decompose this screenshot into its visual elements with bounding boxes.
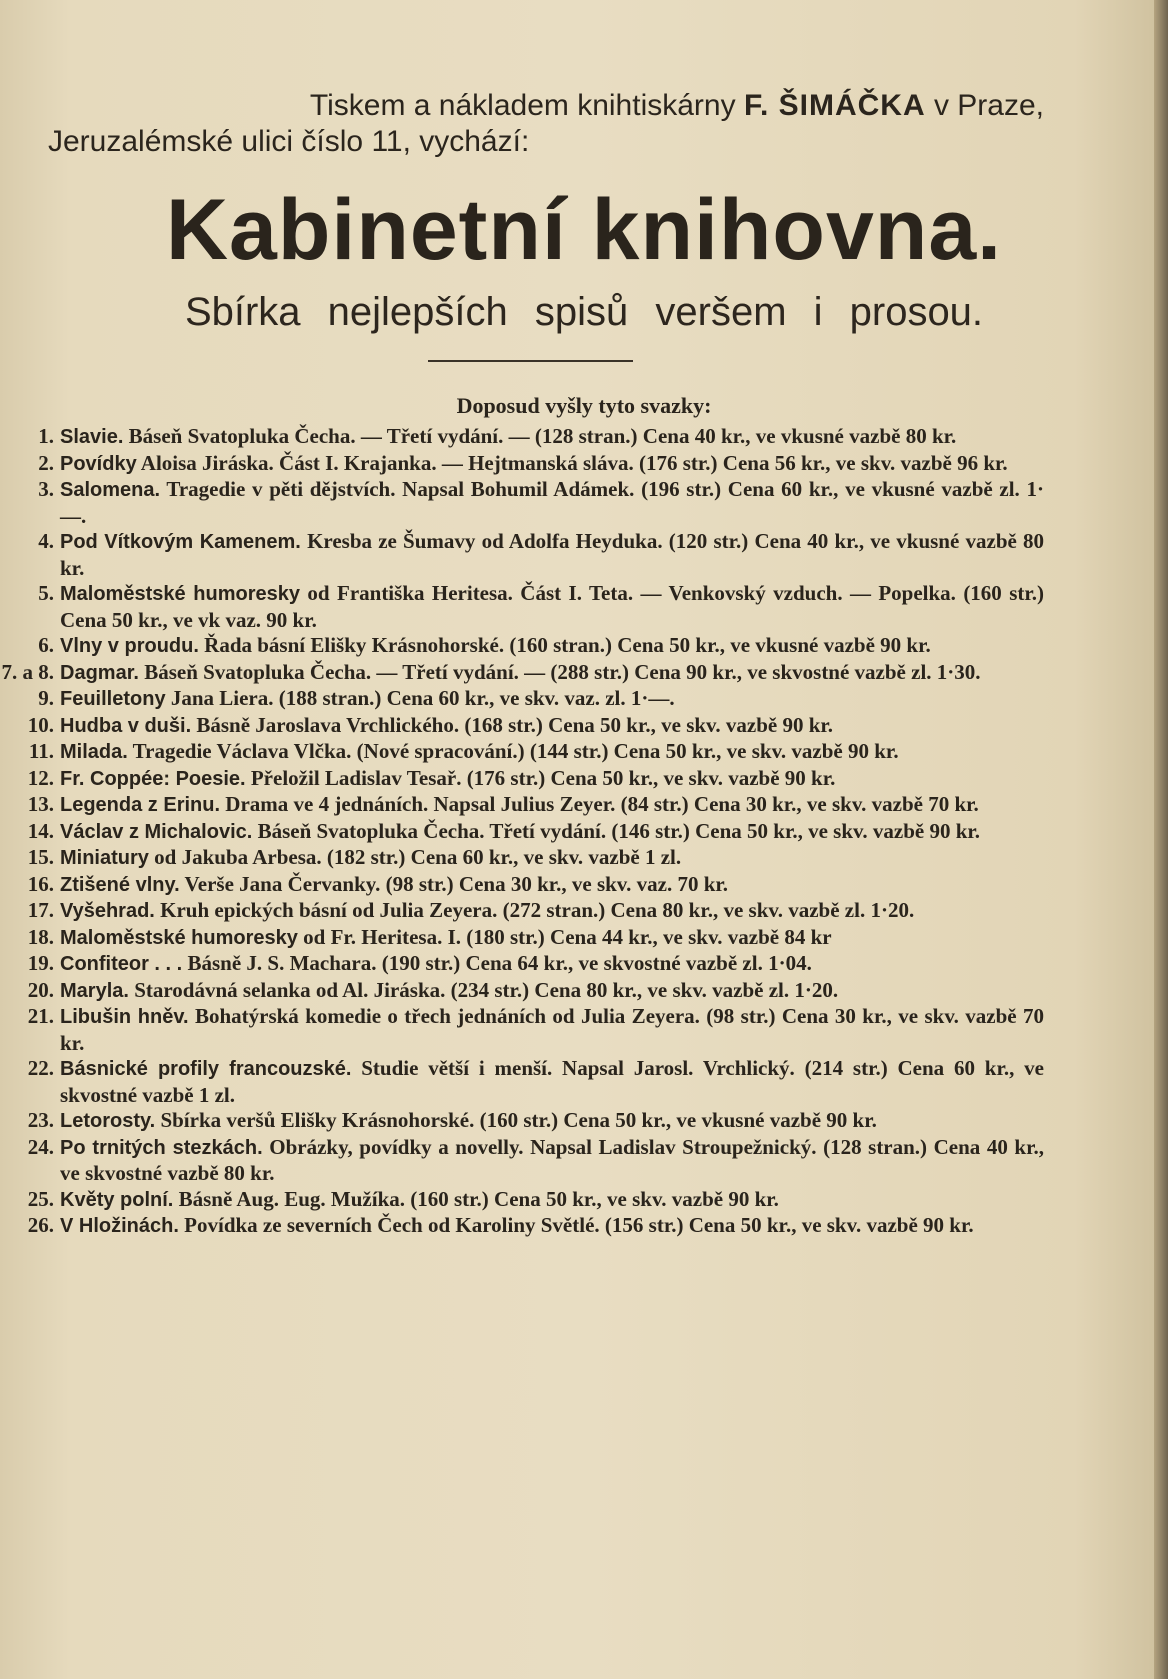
publisher-imprint xyxy=(40,88,1050,160)
list-item xyxy=(0,686,1168,713)
item-text xyxy=(60,925,1044,952)
item-number: 13. xyxy=(27,792,54,816)
list-item xyxy=(0,766,1168,793)
item-description: od Jakuba Arbesa. (182 str.) Cena 60 kr., ve skv. vazbě 1 zl. xyxy=(154,845,682,869)
item-text xyxy=(60,633,1044,660)
list-item xyxy=(0,1213,1168,1240)
item-text xyxy=(60,872,1044,899)
item-text xyxy=(60,581,1044,633)
item-text xyxy=(60,845,1044,872)
item-description: Drama ve 4 jednáních. Napsal Julius Zeyer. (84 str.) Cena 30 kr., ve skv. vazbě 70 kr. xyxy=(225,792,979,816)
item-text xyxy=(60,766,1044,793)
list-item xyxy=(0,739,1168,766)
list-item xyxy=(0,529,1168,581)
item-number: 24. xyxy=(27,1134,54,1159)
item-title: Letorosty. xyxy=(60,1110,156,1132)
item-number: 23. xyxy=(27,1108,54,1132)
item-text xyxy=(60,477,1044,529)
item-text xyxy=(60,529,1044,581)
item-description: Sbírka veršů Elišky Krásnohorské. (160 str.) Cena 50 kr., ve vkusné vazbě 90 kr. xyxy=(160,1108,877,1132)
item-title: Slavie. xyxy=(60,426,124,448)
item-number: 26. xyxy=(27,1213,54,1237)
item-number: 9. xyxy=(38,686,54,710)
item-description: Kruh epických básní od Julia Zeyera. (272 stran.) Cena 80 kr., ve skv. vazbě zl. 1·20. xyxy=(160,898,915,922)
item-number: 14. xyxy=(27,818,54,843)
item-description: Kresba ze Šumavy od Adolfa Heyduka. (120 str.) Cena 40 kr., ve vkusné vazbě 80 kr. xyxy=(60,529,1045,580)
item-description: Báseň Svatopluka Čecha. Třetí vydání. (146 str.) Cena 50 kr., ve skv. vazbě 90 kr. xyxy=(257,818,981,843)
item-number: 19. xyxy=(27,951,54,975)
list-item xyxy=(0,1056,1168,1108)
item-title: Vyšehrad. xyxy=(60,900,155,922)
volume-list xyxy=(0,424,1168,1240)
list-item xyxy=(0,1187,1168,1214)
item-text xyxy=(60,713,1044,740)
item-title: Po trnitých stezkách. xyxy=(60,1136,263,1159)
divider-rule xyxy=(428,360,633,362)
item-title: Maloměstské humoresky xyxy=(60,583,301,605)
item-number: 22. xyxy=(27,1056,54,1080)
item-title: Fr. Coppée: Poesie. xyxy=(60,767,246,790)
imprint-place: v Praze, xyxy=(925,89,1044,122)
item-text xyxy=(60,898,1044,925)
item-text xyxy=(60,1213,1044,1240)
item-title: Václav z Michalovic. xyxy=(60,820,253,843)
item-title: Hudba v duši. xyxy=(60,714,192,737)
item-description: Přeložil Ladislav Tesař. (176 str.) Cena 50 kr., ve skv. vazbě 90 kr. xyxy=(250,765,836,790)
imprint-line-2: Jeruzalémské ulici číslo 11, vychází: xyxy=(48,125,530,158)
item-title: Dagmar. xyxy=(60,661,139,684)
item-number: 15. xyxy=(27,845,54,869)
item-description: Báseň Svatopluka Čecha. — Třetí vydání. — (128 stran.) Cena 40 kr., ve vkusné vazbě 80 kr. xyxy=(128,424,957,448)
item-number: 6. xyxy=(38,633,54,657)
item-text xyxy=(60,978,1044,1005)
item-title: Libušin hněv. xyxy=(60,1006,189,1028)
item-number: 21. xyxy=(27,1004,54,1028)
item-number: 5. xyxy=(38,581,54,605)
list-item xyxy=(0,1108,1168,1135)
item-description: Básně Aug. Eug. Mužíka. (160 str.) Cena 50 kr., ve skv. vazbě 90 kr. xyxy=(178,1186,779,1211)
item-description: Aloisa Jiráska. Část I. Krajanka. — Hejtmanská sláva. (176 str.) Cena 56 kr., ve skv. vazbě 96 kr. xyxy=(140,450,1008,475)
item-description: Povídka ze severních Čech od Karoliny Světlé. (156 str.) Cena 50 kr., ve skv. vazbě 90 kr. xyxy=(184,1213,974,1237)
item-number: 2. xyxy=(38,450,54,475)
page-title: Kabinetní knihovna. xyxy=(165,182,1003,278)
imprint-line-1 xyxy=(40,88,1050,124)
item-title: Povídky xyxy=(60,452,137,475)
item-number: 20. xyxy=(27,977,54,1002)
item-description: od Františka Heritesa. Část I. Teta. — Venkovský vzduch. — Popelka. (160 str.) Cena 50 kr., ve vk vaz. 90 kr. xyxy=(60,581,1044,632)
item-title: V Hložinách. xyxy=(60,1215,179,1237)
list-item xyxy=(0,951,1168,978)
item-title: Ztišené vlny. xyxy=(60,873,180,896)
item-text xyxy=(60,451,1044,478)
item-description: Verše Jana Červanky. (98 str.) Cena 30 kr., ve skv. vaz. 70 kr. xyxy=(184,871,729,896)
list-item xyxy=(0,819,1168,846)
item-number: 7. a 8. xyxy=(1,659,54,684)
item-description: Starodávná selanka od Al. Jiráska. (234 str.) Cena 80 kr., ve skv. vazbě zl. 1·20. xyxy=(134,977,839,1002)
list-item xyxy=(0,978,1168,1005)
item-description: Jana Liera. (188 stran.) Cena 60 kr., ve skv. vaz. zl. 1·—. xyxy=(170,686,675,710)
item-number: 16. xyxy=(27,871,54,896)
list-item xyxy=(0,845,1168,872)
item-description: Řada básní Elišky Krásnohorské. (160 stran.) Cena 50 kr., ve vkusné vazbě 90 kr. xyxy=(204,633,931,657)
item-title: Feuilletony xyxy=(60,688,166,710)
item-title: Salomena. xyxy=(60,479,161,501)
item-description: Tragedie Václava Vlčka. (Nové spracování.) (144 str.) Cena 50 kr., ve skv. vazbě 90 kr. xyxy=(132,739,899,763)
item-title: Miniatury xyxy=(60,847,149,869)
item-number: 4. xyxy=(38,529,54,553)
list-item xyxy=(0,581,1168,633)
item-text xyxy=(60,819,1044,846)
item-title: Básnické profily francouzské. xyxy=(60,1058,352,1080)
item-text xyxy=(60,739,1044,766)
list-item xyxy=(0,792,1168,819)
list-item xyxy=(0,872,1168,899)
item-title: Květy polní. xyxy=(60,1188,174,1211)
list-item xyxy=(0,633,1168,660)
list-item xyxy=(0,451,1168,478)
item-title: Maloměstské humoresky xyxy=(60,926,298,949)
item-text xyxy=(60,424,1044,451)
item-text xyxy=(60,792,1044,819)
item-title: Maryla. xyxy=(60,979,129,1002)
item-description: Studie větší i menší. Napsal Jarosl. Vrchlický. (214 str.) Cena 60 kr., ve skvostné vazbě 1 zl. xyxy=(60,1056,1044,1107)
item-text xyxy=(60,1056,1044,1108)
item-text xyxy=(60,660,1044,687)
list-item xyxy=(0,1004,1168,1056)
item-title: Vlny v proudu. xyxy=(60,635,199,657)
item-number: 18. xyxy=(27,924,54,949)
item-description: od Fr. Heritesa. I. (180 str.) Cena 44 kr., ve skv. vazbě 84 kr xyxy=(303,924,832,949)
item-text xyxy=(60,1187,1044,1214)
item-description: Básně Jaroslava Vrchlického. (168 str.) Cena 50 kr., ve skv. vazbě 90 kr. xyxy=(196,712,834,737)
item-description: Obrázky, povídky a novelly. Napsal Ladislav Stroupežnický. (128 stran.) Cena 40 kr., ve skvostné vazbě 80 kr. xyxy=(60,1134,1044,1185)
item-number: 1. xyxy=(38,424,54,448)
item-title: Confiteor . . . xyxy=(60,953,183,975)
item-number: 3. xyxy=(38,477,54,501)
item-title: Legenda z Erinu. xyxy=(60,794,221,816)
item-number: 10. xyxy=(27,712,54,737)
list-item xyxy=(0,713,1168,740)
item-description: Tragedie v pěti dějstvích. Napsal Bohumil Adámek. (196 str.) Cena 60 kr., ve vkusné vazbě zl. 1·—. xyxy=(60,477,1044,528)
item-number: 12. xyxy=(27,765,54,790)
list-heading: Doposud vyšly tyto svazky: xyxy=(456,393,712,418)
item-description: Básně J. S. Machara. (190 str.) Cena 64 kr., ve skvostné vazbě zl. 1·04. xyxy=(187,951,812,975)
item-title: Pod Vítkovým Kamenem. xyxy=(60,531,301,553)
item-description: Báseň Svatopluka Čecha. — Třetí vydání. — (288 str.) Cena 90 kr., ve skvostné vazbě zl. 1·30. xyxy=(144,659,981,684)
item-text xyxy=(60,1108,1044,1135)
publisher-name: F. ŠIMÁČKA xyxy=(743,89,926,122)
item-text xyxy=(60,1004,1044,1056)
imprint-prefix: Tiskem a nákladem knihtiskárny xyxy=(309,89,744,122)
item-text xyxy=(60,951,1044,978)
item-text xyxy=(60,1135,1044,1187)
page-subtitle: Sbírka nejlepších spisů veršem i prosou. xyxy=(184,290,984,334)
item-number: 17. xyxy=(27,898,54,922)
item-text xyxy=(60,686,1044,713)
item-number: 11. xyxy=(28,739,54,763)
list-item xyxy=(0,660,1168,687)
item-number: 25. xyxy=(27,1186,54,1211)
list-item xyxy=(0,898,1168,925)
list-item xyxy=(0,477,1168,529)
list-item xyxy=(0,925,1168,952)
list-item xyxy=(0,424,1168,451)
item-description: Bohatýrská komedie o třech jednáních od Julia Zeyera. (98 str.) Cena 30 kr., ve skv. vazbě 70 kr. xyxy=(60,1004,1044,1055)
list-item xyxy=(0,1135,1168,1187)
item-title: Milada. xyxy=(60,741,128,763)
